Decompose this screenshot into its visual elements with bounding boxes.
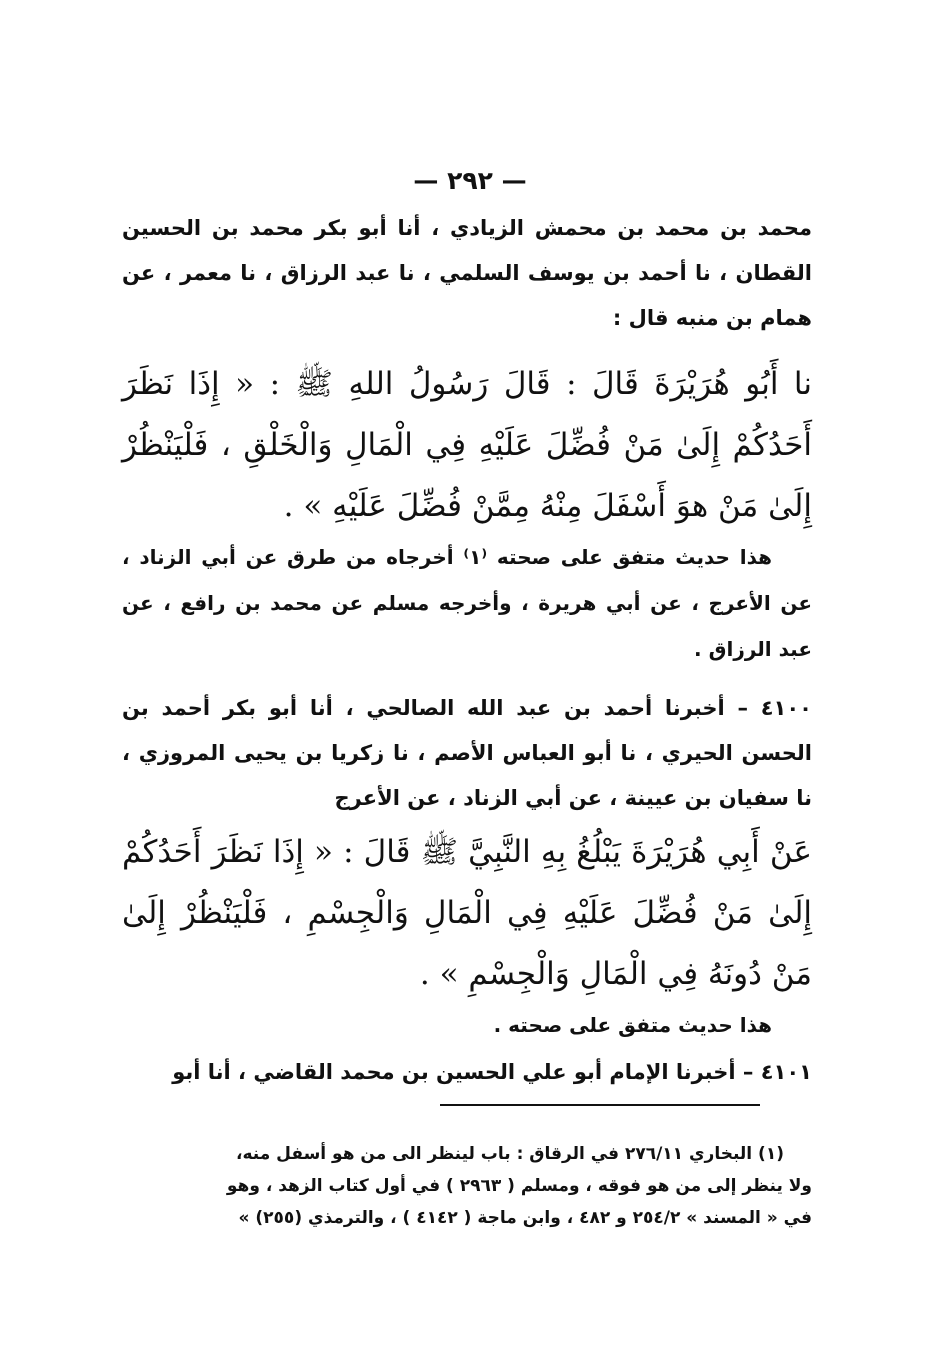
isnad-paragraph-1: محمد بن محمد بن محمش الزيادي ، أنا أبو بكر محمد بن الحسين القطان ، نا أحمد بن يوسف السلمي ، نا عبد الرزاق ، نا معمر ، عن همام بن منبه قال : [122,216,812,330]
footnote-line: في « المسند » ٢٥٤/٢ و ٤٨٢ ، وابن ماجة ( ٤١٤٢ ) ، والترمذي (٢٥٥) » [238,1208,812,1228]
takhrij-note-1: هذا حديث متفق على صحته ⁽١⁾ أخرجاه من طرق عن أبي الزناد ، عن الأعرج ، عن أبي هريرة ، وأخرجه مسلم عن محمد بن رافع ، عن عبد الرزاق . [122,545,812,661]
footnotes [122,1138,812,1234]
hadith-text-2: عَنْ أَبِي هُرَيْرَةَ يَبْلُغُ بِهِ النَّبِيَّ ﷺ قَالَ : « إِذَا نَظَرَ أَحَدُكُمْ إِلَىٰ مَنْ فُضِّلَ عَلَيْهِ فِي الْمَالِ وَالْجِسْمِ ، فَلْيَنْظُرْ إِلَىٰ مَنْ دُونَهُ فِي الْمَالِ وَالْجِسْمِ » . [122,834,812,992]
footnote-divider [440,1104,760,1106]
takhrij-note-2: هذا حديث متفق على صحته . [493,1013,772,1037]
isnad-paragraph-4100: ٤١٠٠ – أخبرنا أحمد بن عبد الله الصالحي ، أنا أبو بكر أحمد بن الحسن الحيري ، نا أبو العباس الأصم ، نا زكريا بن يحيى المروزي ، نا سفيان بن عيينة ، عن أبي الزناد ، عن الأعرج [122,696,812,810]
footnote-line: ولا ينظر إلى من هو فوقه ، ومسلم ( ٢٩٦٣ ) في أول كتاب الزهد ، وهو [226,1176,812,1196]
hadith-text-1: نا أَبُو هُرَيْرَةَ قَالَ : قَالَ رَسُولُ اللهِ ﷺ : « إِذَا نَظَرَ أَحَدُكُمْ إِلَىٰ مَنْ فُضِّلَ عَلَيْهِ فِي الْمَالِ وَالْخَلْقِ ، فَلْيَنْظُرْ إِلَىٰ مَنْ هوَ أَسْفَلَ مِنْهُ مِمَّنْ فُضِّلَ عَلَيْهِ » . [122,366,812,524]
isnad-paragraph-4101: ٤١٠١ – أخبرنا الإمام أبو علي الحسين بن محمد القاضي ، أنا أبو [172,1060,812,1084]
page-number: — ٢٩٢ — [413,166,527,195]
footnote-line: (١) البخاري ٢٧٦/١١ في الرقاق : باب لينظر الى من هو أسفل منه، [236,1144,784,1164]
